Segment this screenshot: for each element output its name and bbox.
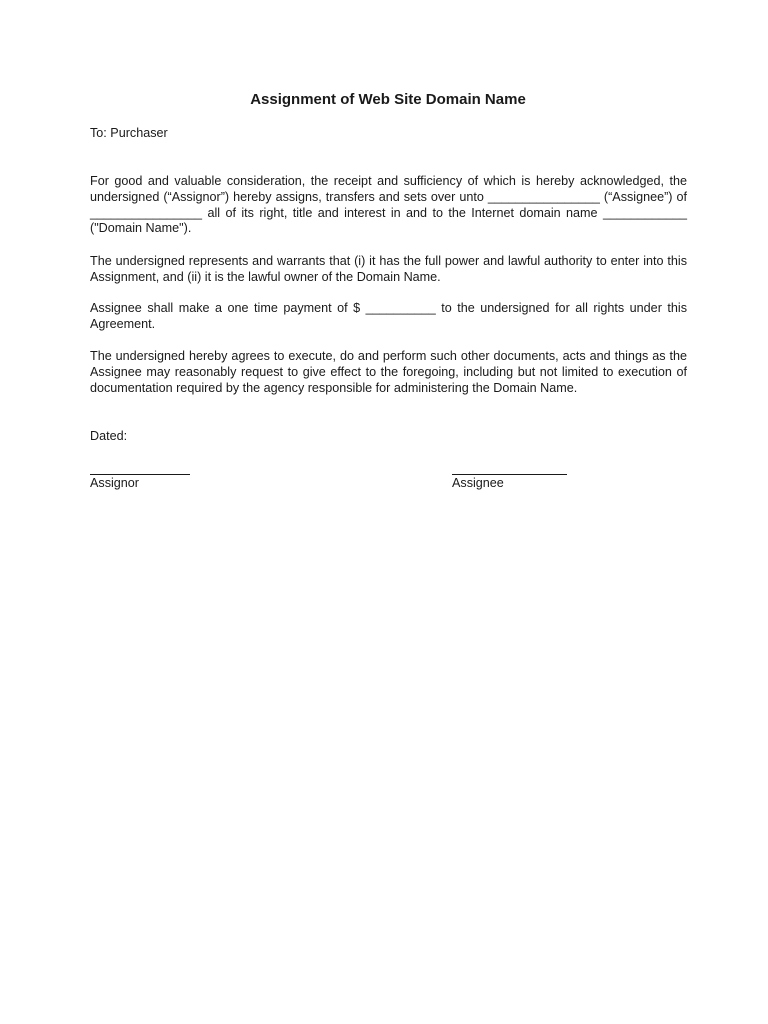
assignor-signature-line [90, 474, 190, 475]
paragraph-consideration: For good and valuable consideration, the receipt and sufficiency of which is hereby acknowledged, the undersigned (“Assignor”) hereby assigns, transfers and sets over unto ________________ (“Assignee”) of ________________ all of its right, title and interest in and to the Internet domain name ____________ ("Domain Name"). [90, 174, 687, 236]
assignee-label: Assignee [452, 476, 504, 490]
paragraph-payment: Assignee shall make a one time payment of $ __________ to the undersigned for all rights under this Agreement. [90, 301, 687, 331]
assignor-label: Assignor [90, 476, 139, 490]
dated-label: Dated: [90, 429, 128, 443]
to-line: To: Purchaser [90, 126, 168, 140]
paragraph-representations: The undersigned represents and warrants that (i) it has the full power and lawful authority to enter into this Assignment, and (ii) it is the lawful owner of the Domain Name. [90, 254, 687, 284]
document-title: Assignment of Web Site Domain Name [250, 91, 526, 108]
assignee-signature-line [452, 474, 567, 475]
paragraph-further-assurances: The undersigned hereby agrees to execute, do and perform such other documents, acts and things as the Assignee may reasonably request to give effect to the foregoing, including but not limited to execution of documentation required by the agency responsible for administering the Domain Name. [90, 349, 687, 395]
